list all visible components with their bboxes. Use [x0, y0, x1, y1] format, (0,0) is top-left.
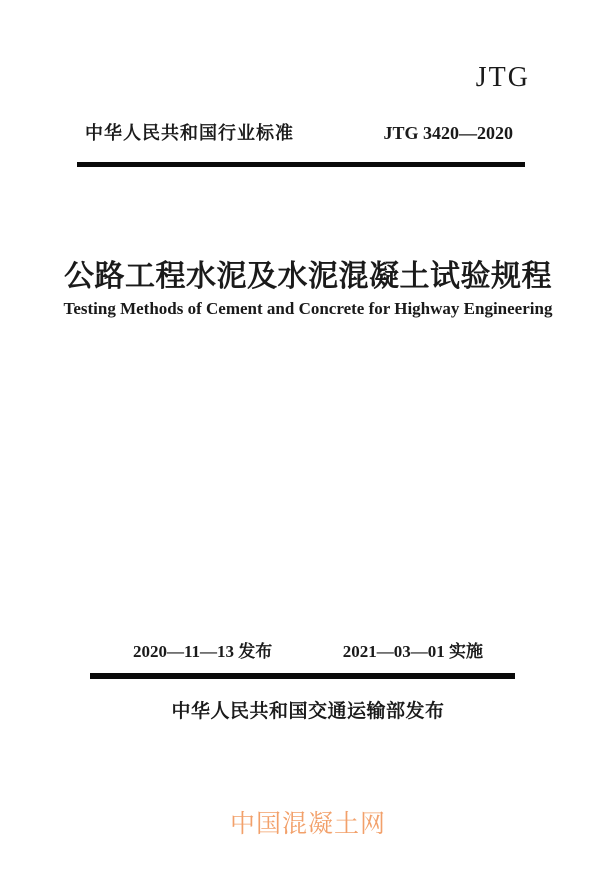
publisher-line: 中华人民共和国交通运输部发布 [171, 701, 445, 722]
standard-header [85, 124, 513, 142]
header-rule [77, 162, 525, 167]
dates-row [133, 643, 483, 662]
watermark-text: 中国混凝土网 [229, 810, 386, 838]
effective-date: 2021—03—01 实施 [342, 642, 483, 661]
issue-date: 2020—11—13 发布 [133, 642, 273, 661]
standard-number: JTG 3420—2020 [383, 123, 513, 143]
footer-rule [90, 673, 515, 679]
standard-type-label: 中华人民共和国行业标准 [85, 123, 294, 143]
standard-category-code: JTG [475, 62, 530, 93]
document-title-zh: 公路工程水泥及水泥混凝土试验规程 [64, 260, 552, 293]
document-title-en: Testing Methods of Cement and Concrete for Highway Engineering [63, 299, 553, 318]
